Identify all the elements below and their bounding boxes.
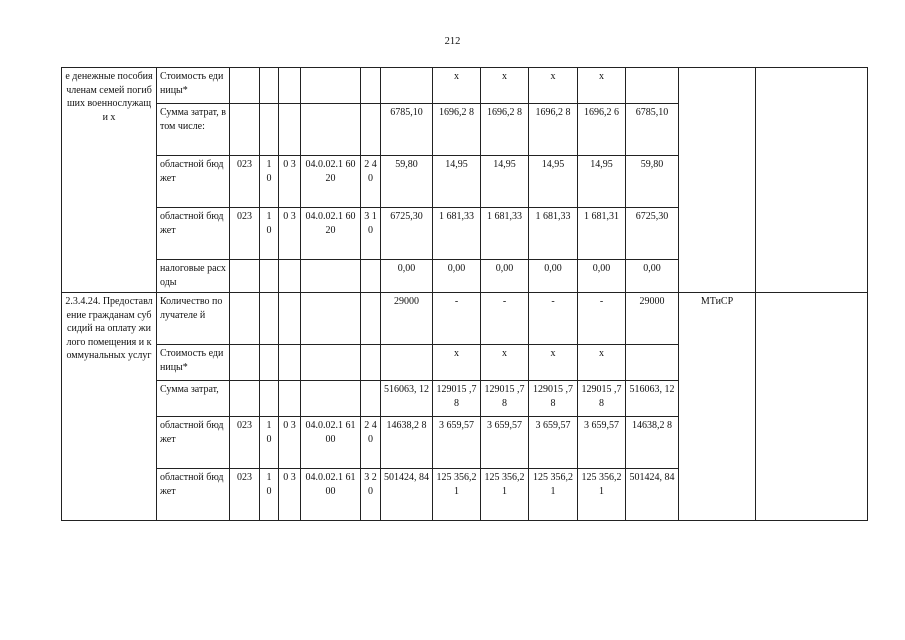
total-cell: 29000 (381, 293, 433, 345)
year1-cell: 0,00 (433, 260, 481, 293)
year1-cell: 125 356,21 (433, 469, 481, 521)
total-cell: 6725,30 (381, 208, 433, 260)
kbk-subsection-cell: 0 3 (279, 156, 301, 208)
indicator-cell: областной бюджет (157, 208, 230, 260)
total-cell: 501424, 84 (381, 469, 433, 521)
kbk-section-cell (260, 260, 279, 293)
kbk-type-cell: 3 1 0 (361, 208, 381, 260)
kbk-subsection-cell (279, 104, 301, 156)
total-cell: 0,00 (381, 260, 433, 293)
kbk-type-cell (361, 104, 381, 156)
kbk-code-cell (230, 68, 260, 104)
year4-cell: 1696,2 6 (578, 104, 626, 156)
year3-cell: 14,95 (529, 156, 578, 208)
year1-cell: - (433, 293, 481, 345)
total-cell: 59,80 (381, 156, 433, 208)
activity-name-cell: е денежные пособия членам семей погибших военнослужащи х (62, 68, 157, 293)
year4-cell: 129015 ,78 (578, 381, 626, 417)
year1-cell: 1 681,33 (433, 208, 481, 260)
activity-name-cell: 2.3.4.24. Предоставление гражданам субсидий на оплату жилого помещения и коммунальных услуг (62, 293, 157, 521)
indicator-cell: Стоимость единицы* (157, 345, 230, 381)
indicator-cell: Сумма затрат, (157, 381, 230, 417)
year2-cell: 0,00 (481, 260, 529, 293)
year4-cell: 3 659,57 (578, 417, 626, 469)
kbk-target-cell: 04.0.02.1 6020 (301, 156, 361, 208)
year1-cell: 3 659,57 (433, 417, 481, 469)
kbk-code-cell: 023 (230, 156, 260, 208)
kbk-type-cell: 2 4 0 (361, 417, 381, 469)
year3-cell: х (529, 345, 578, 381)
kbk-section-cell: 1 0 (260, 417, 279, 469)
kbk-target-cell: 04.0.02.1 6020 (301, 208, 361, 260)
table-row (62, 68, 868, 104)
indicator-cell: областной бюджет (157, 417, 230, 469)
sum-cell: 0,00 (626, 260, 679, 293)
year3-cell: 0,00 (529, 260, 578, 293)
executor-cell: МТиСР (679, 293, 756, 521)
total-cell: 516063, 12 (381, 381, 433, 417)
kbk-code-cell (230, 293, 260, 345)
total-cell: 14638,2 8 (381, 417, 433, 469)
year3-cell: 1696,2 8 (529, 104, 578, 156)
kbk-type-cell (361, 68, 381, 104)
kbk-section-cell (260, 293, 279, 345)
table-row (62, 293, 868, 345)
sum-cell: 14638,2 8 (626, 417, 679, 469)
total-cell: 6785,10 (381, 104, 433, 156)
year2-cell: 14,95 (481, 156, 529, 208)
kbk-section-cell: 1 0 (260, 208, 279, 260)
kbk-subsection-cell (279, 381, 301, 417)
kbk-type-cell (361, 381, 381, 417)
kbk-code-cell: 023 (230, 469, 260, 521)
kbk-type-cell (361, 345, 381, 381)
kbk-target-cell: 04.0.02.1 6100 (301, 469, 361, 521)
kbk-type-cell: 2 4 0 (361, 156, 381, 208)
kbk-subsection-cell: 0 3 (279, 208, 301, 260)
kbk-target-cell (301, 345, 361, 381)
year4-cell: х (578, 68, 626, 104)
kbk-section-cell (260, 68, 279, 104)
page-number: 212 (444, 36, 461, 47)
kbk-subsection-cell (279, 345, 301, 381)
indicator-cell: Сумма затрат, в том числе: (157, 104, 230, 156)
sum-cell (626, 68, 679, 104)
year3-cell: 125 356,21 (529, 469, 578, 521)
kbk-target-cell (301, 68, 361, 104)
indicator-cell: Количество получателе й (157, 293, 230, 345)
kbk-code-cell: 023 (230, 417, 260, 469)
kbk-section-cell (260, 381, 279, 417)
year2-cell: - (481, 293, 529, 345)
kbk-subsection-cell: 0 3 (279, 469, 301, 521)
kbk-subsection-cell (279, 260, 301, 293)
executor-cell (679, 68, 756, 293)
year2-cell: 125 356,21 (481, 469, 529, 521)
budget-table (61, 67, 868, 521)
year2-cell: 1696,2 8 (481, 104, 529, 156)
kbk-target-cell (301, 381, 361, 417)
year3-cell: - (529, 293, 578, 345)
year1-cell: 129015 ,78 (433, 381, 481, 417)
kbk-section-cell (260, 104, 279, 156)
kbk-code-cell (230, 104, 260, 156)
sum-cell (626, 345, 679, 381)
indicator-cell: Стоимость единицы* (157, 68, 230, 104)
year1-cell: 1696,2 8 (433, 104, 481, 156)
kbk-subsection-cell (279, 68, 301, 104)
year3-cell: х (529, 68, 578, 104)
kbk-section-cell: 1 0 (260, 469, 279, 521)
sum-cell: 501424, 84 (626, 469, 679, 521)
kbk-section-cell: 1 0 (260, 156, 279, 208)
year3-cell: 3 659,57 (529, 417, 578, 469)
year4-cell: 1 681,31 (578, 208, 626, 260)
year2-cell: х (481, 345, 529, 381)
kbk-code-cell (230, 381, 260, 417)
sum-cell: 59,80 (626, 156, 679, 208)
year4-cell: - (578, 293, 626, 345)
year1-cell: х (433, 345, 481, 381)
kbk-target-cell: 04.0.02.1 6100 (301, 417, 361, 469)
year2-cell: 129015 ,78 (481, 381, 529, 417)
indicator-cell: областной бюджет (157, 156, 230, 208)
kbk-type-cell (361, 260, 381, 293)
total-cell (381, 345, 433, 381)
kbk-section-cell (260, 345, 279, 381)
result-cell (756, 293, 868, 521)
table-body (62, 68, 868, 521)
kbk-code-cell: 023 (230, 208, 260, 260)
sum-cell: 516063, 12 (626, 381, 679, 417)
sum-cell: 6725,30 (626, 208, 679, 260)
year2-cell: 3 659,57 (481, 417, 529, 469)
year1-cell: х (433, 68, 481, 104)
year4-cell: 14,95 (578, 156, 626, 208)
year3-cell: 129015 ,78 (529, 381, 578, 417)
year3-cell: 1 681,33 (529, 208, 578, 260)
kbk-type-cell: 3 2 0 (361, 469, 381, 521)
sum-cell: 6785,10 (626, 104, 679, 156)
kbk-target-cell (301, 260, 361, 293)
kbk-target-cell (301, 293, 361, 345)
year2-cell: 1 681,33 (481, 208, 529, 260)
year2-cell: х (481, 68, 529, 104)
kbk-subsection-cell: 0 3 (279, 417, 301, 469)
kbk-code-cell (230, 260, 260, 293)
year4-cell: 0,00 (578, 260, 626, 293)
kbk-code-cell (230, 345, 260, 381)
result-cell (756, 68, 868, 293)
kbk-subsection-cell (279, 293, 301, 345)
year1-cell: 14,95 (433, 156, 481, 208)
year4-cell: 125 356,21 (578, 469, 626, 521)
indicator-cell: областной бюджет (157, 469, 230, 521)
total-cell (381, 68, 433, 104)
year4-cell: х (578, 345, 626, 381)
indicator-cell: налоговые расходы (157, 260, 230, 293)
kbk-target-cell (301, 104, 361, 156)
sum-cell: 29000 (626, 293, 679, 345)
kbk-type-cell (361, 293, 381, 345)
